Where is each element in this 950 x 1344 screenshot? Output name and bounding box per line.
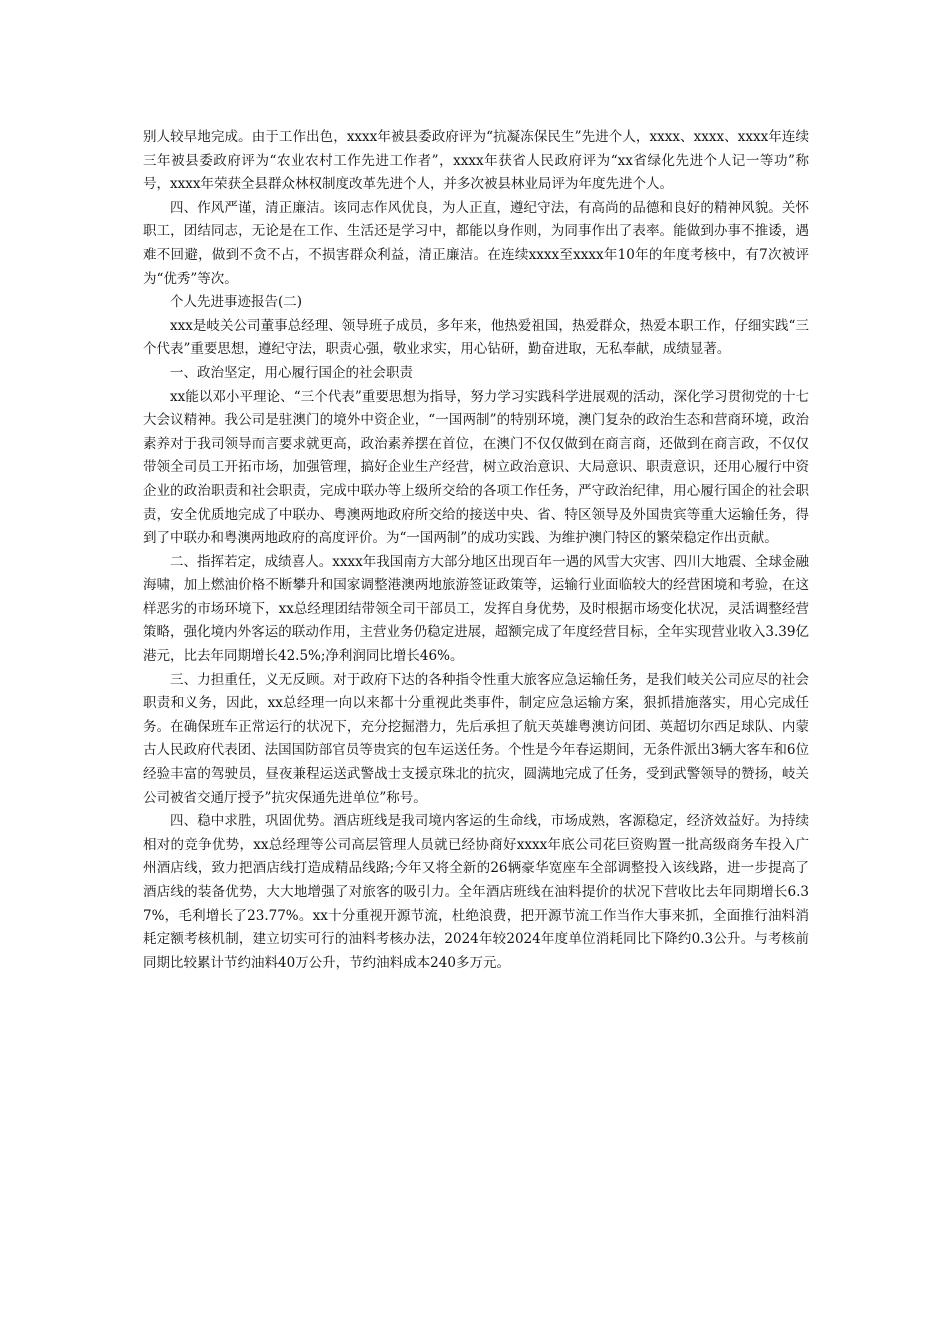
- paragraph-responsibility: 三、力担重任，义无反顾。对于政府下达的各种指令性重大旅客应急运输任务，是我们岐关公司应尽的社会职责和义务，因此，xx总经理一向以来都十分重视此类事件，制定应急运输方案，狠抓措施落实，用心完成任务。在确保班车正常运行的状况下，充分挖掘潜力，先后承担了航天英雄粤澳访问团、英超切尔西足球队、内蒙古人民政府代表团、法国国防部官员等贵宾的包车运送任务。个性是今年春运期间，无条件派出3辆大客车和6位经验丰富的驾驶员，昼夜兼程运送武警战士支援京珠北的抗灾，圆满地完成了任务，受到武警领导的赞扬，岐关公司被省交通厅授予”抗灾保通先进单位”称号。: [143, 671, 809, 806]
- paragraph-2: 四、作风严谨，清正廉洁。该同志作风优良，为人正直，遵纪守法，有高尚的品德和良好的精神风貌。关怀职工，团结同志，无论是在工作、生活还是学习中，都能以身作则，为同事作出了表率。能做到办事不推诿，遇难不回避，做到不贪不占，不损害群众利益，清正廉洁。在连续xxxx至xxxx年10年的年度考核中，有7次被评为“优秀”等次。: [143, 199, 809, 287]
- heading-1: 一、政治坚定，用心履行国企的社会职责: [170, 364, 413, 381]
- paragraph-stability: 四、稳中求胜，巩固优势。酒店班线是我司境内客运的生命线，市场成熟，客源稳定，经济效益好。为持续相对的竞争优势，xx总经理等公司高层管理人员就已经协商好xxxx年底公司花巨资购置一批高级商务车投入广州酒店线，致力把酒店线打造成精品线路;今年又将全新的26辆豪华宽座车全部调整投入该线路，进一步提高了酒店线的装备优势，大大地增强了对旅客的吸引力。全年酒店班线在油料提价的状况下营收比去年同期增长6.37%，毛利增长了23.77%。xx十分重视开源节流，杜绝浪费，把开源节流工作当作大事来抓，全面推行油料消耗定额考核机制，建立切实可行的油料考核办法，2024年较2024年度单位消耗同比下降约0.3公升。与考核前同期比较累计节约油料40万公升，节约油料成本240多万元。: [143, 813, 809, 971]
- paragraph-politics: xx能以邓小平理论、“三个代表”重要思想为指导，努力学习实践科学进展观的活动，深化学习贯彻党的十七大会议精神。我公司是驻澳门的境外中资企业，“一国两制”的特别环境，澳门复杂的政治生态和营商环境，政治素养对于我司领导而言要求就更高，政治素养摆在首位，在澳门不仅仅做到在商言商，还做到在商言政，不仅仅带领全司员工开拓市场，加强管理，搞好企业生产经营，树立政治意识、大局意识、职责意识，还用心履行中资企业的政治职责和社会职责，完成中联办等上级所交给的各项工作任务，严守政治纪律，用心履行国企的社会职责，安全优质地完成了中联办、粤澳两地政府所交给的接送中央、省、特区领导及外国贵宾等重大运输任务，得到了中联办和粤澳两地政府的高度评价。为“一国两制”的成功实践、为维护澳门特区的繁荣稳定作出贡献。: [143, 388, 809, 547]
- document-body: [143, 126, 809, 975]
- paragraph-intro: xxx是岐关公司董事总经理、领导班子成员，多年来，他热爱祖国，热爱群众，热爱本职工作，仔细实践“三个代表”重要思想，遵纪守法，职责心强，敬业求实，用心钻研，勤奋进取，无私奉献，成绩显著。: [143, 317, 809, 358]
- paragraph-1: 别人较早地完成。由于工作出色，xxxx年被县委政府评为“抗凝冻保民生”先进个人，xxxx、xxxx、xxxx年连续三年被县委政府评为“农业农村工作先进工作者”，xxxx年获省人民政府评为“xx省绿化先进个人记一等功”称号，xxxx年荣获全县群众林权制度改革先进个人，并多次被县林业局评为年度先进个人。: [143, 129, 809, 193]
- paragraph-command: 二、指挥若定，成绩喜人。xxxx年我国南方大部分地区出现百年一遇的风雪大灾害、四川大地震、全球金融海啸，加上燃油价格不断攀升和国家调整港澳两地旅游签证政策等，运输行业面临较大的经营困境和考验，在这样恶劣的市场环境下，xx总经理团结带领全司干部员工，发挥自身优势，及时根据市场变化状况，灵活调整经营策略，强化境内外客运的联动作用，主营业务仍稳定进展，超额完成了年度经营目标，全年实现营业收入3.39亿港元，比去年同期增长42.5%;净利润同比增长46%。: [143, 553, 809, 665]
- section-title: 个人先进事迹报告(二): [170, 294, 303, 311]
